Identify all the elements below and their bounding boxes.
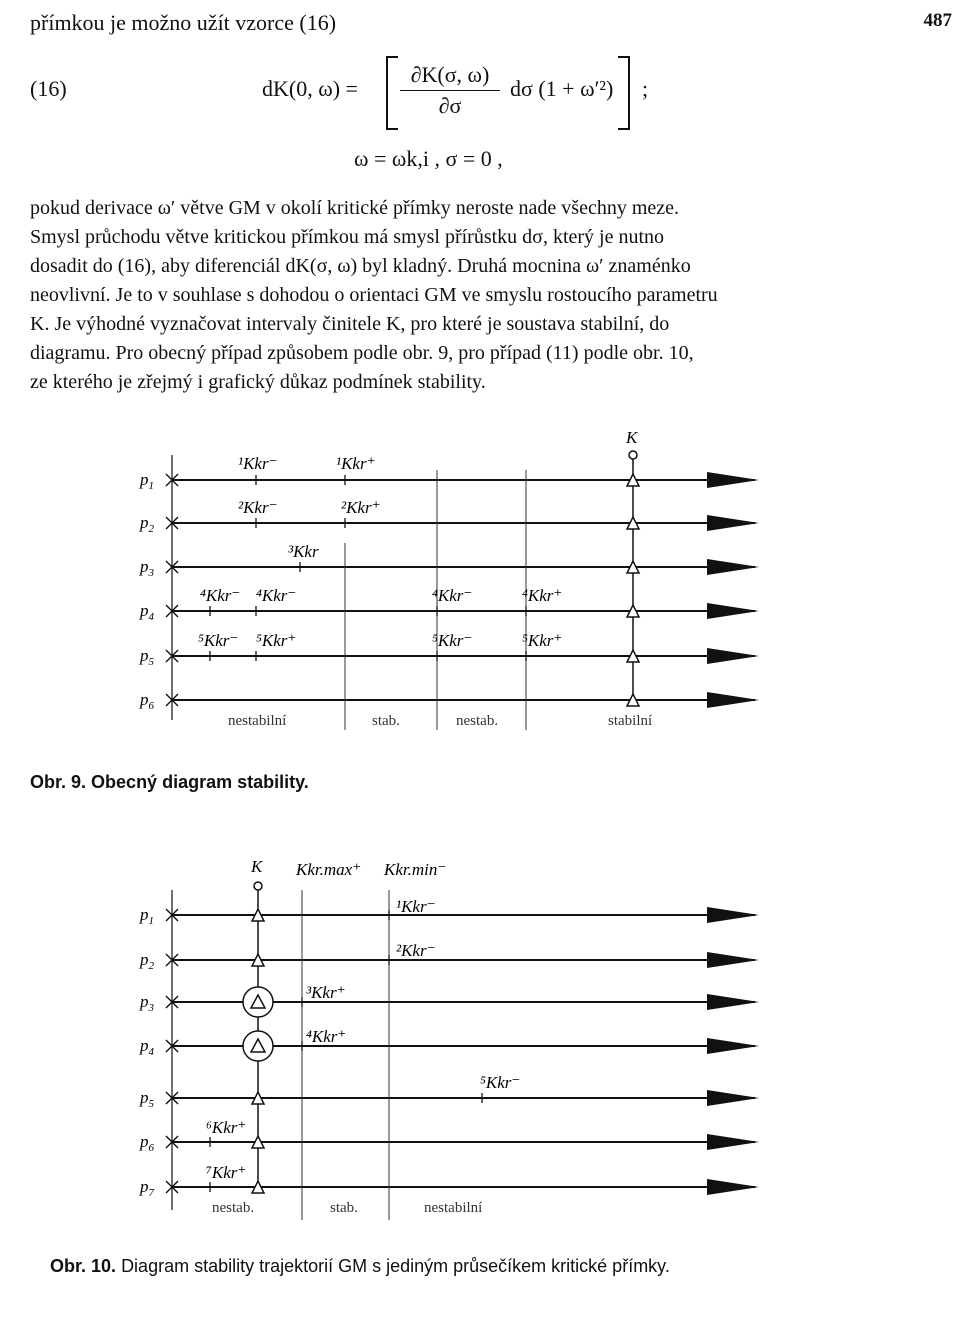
figure-9-diagram [0,425,960,745]
kkr-label: ⁵Kkr⁻ [198,631,239,650]
kkr-label: ⁴Kkr⁻ [432,586,473,605]
paragraph-line: diagramu. Pro obecný případ způsobem podle obr. 9, pro případ (11) podle obr. 10, [30,342,694,364]
paragraph-line: Smysl průchodu větve kritickou přímkou má smysl přírůstku dσ, který je nutno [30,226,665,248]
row-label-p4: $p_4$ [140,601,154,623]
k-origin-circle [254,882,262,890]
kkr-label: ⁴Kkr⁻ [256,586,297,605]
kkr-label: ¹Kkr⁻ [396,897,436,916]
kkr-label: ⁵Kkr⁻ [480,1073,521,1092]
kkr-min-label: Kkr.min⁻ [384,860,447,879]
row-label-p5: $p_5$ [140,646,154,668]
k-origin-circle [629,451,637,459]
kkr-label: ⁵Kkr⁻ [432,631,473,650]
row-label-p5: $p_5$ [140,1088,154,1110]
kkr-label: ⁴Kkr⁺ [306,1027,347,1046]
kkr-label: ⁴Kkr⁻ [200,586,241,605]
zone-label: stabilní [608,713,653,729]
kkr-label: ⁴Kkr⁺ [522,586,563,605]
right-bracket [618,56,630,130]
kkr-label: ³Kkr [288,542,319,561]
kkr-label: ²Kkr⁻ [238,498,278,517]
equation-condition: ω = ωk,i , σ = 0 , [354,146,503,171]
k-label: K [251,857,263,876]
zone-label: nestabilní [228,713,287,729]
row-label-p1: $p_1$ [140,905,154,927]
kkr-label: ¹Kkr⁺ [336,454,376,473]
running-header: přímkou je možno užít vzorce (16) [30,10,337,35]
row-label-p3: $p_3$ [140,557,154,579]
paragraph-line: ze kterého je zřejmý i grafický důkaz podmínek stability. [30,371,486,393]
kkr-label: ³Kkr⁺ [306,983,346,1002]
row-label-p6: $p_6$ [140,690,154,712]
equation-terminator: ; [642,76,649,101]
caption-text: Diagram stability trajektorií GM s jediným průsečíkem kritické přímky. [121,1256,670,1276]
row-label-p3: $p_3$ [140,992,154,1014]
equation-number: (16) [30,76,67,101]
zone-label: nestab. [456,713,499,729]
equation-16 [262,48,662,140]
equation-rest: dσ (1 + ω′²) [510,76,614,101]
row-label-p2: $p_2$ [140,950,154,972]
zone-labels [212,1200,482,1216]
kkr-label: ⁵Kkr⁺ [522,631,563,650]
row-label-p7: $p_7$ [140,1177,154,1199]
kkr-label: ⁵Kkr⁺ [256,631,297,650]
figure-9-caption [30,772,309,793]
figure-10-diagram [0,850,960,1230]
page-number: 487 [923,10,952,31]
zone-label: stab. [330,1200,358,1216]
paragraph-line: K. Je výhodné vyznačovat intervaly činitele K, pro které je soustava stabilní, do [30,313,670,335]
kkr-label: ⁶Kkr⁺ [206,1118,247,1137]
k-label: K [626,428,638,447]
row-label-p2: $p_2$ [140,513,154,535]
caption-label: Obr. 10. [50,1256,117,1276]
partial-derivative-fraction [400,62,500,119]
kkr-label: ²Kkr⁻ [396,941,436,960]
kkr-label: ⁷Kkr⁺ [206,1163,247,1182]
kkr-labels [198,454,562,650]
zone-label: nestabilní [424,1200,483,1216]
kkr-max-label: Kkr.max⁺ [296,860,362,879]
equation-lhs: dK(0, ω) = [262,76,358,101]
kkr-label: ²Kkr⁺ [341,498,381,517]
paragraph-line: dosadit do (16), aby diferenciál dK(σ, ω) byl kladný. Druhá mocnina ω′ znaménko [30,255,691,277]
zone-label: nestab. [212,1200,255,1216]
left-bracket [386,56,398,130]
fraction-numerator: ∂K(σ, ω) [400,62,500,91]
row-labels [139,905,155,1199]
zone-label: stab. [372,713,400,729]
paragraph-line: neovlivní. Je to v souhlase s dohodou o orientaci GM ve smyslu rostoucího parametru [30,284,718,306]
body-paragraph [30,194,880,397]
figure-10-caption [50,1256,670,1277]
caption-label: Obr. 9. [30,772,87,792]
zone-labels [228,713,652,729]
fraction-denominator: ∂σ [438,93,462,118]
row-labels [139,470,155,712]
row-label-p1: $p_1$ [140,470,154,492]
row-label-p6: $p_6$ [140,1132,154,1154]
kkr-label: ¹Kkr⁻ [238,454,278,473]
zone-dividers [302,890,389,1220]
row-label-p4: $p_4$ [140,1036,154,1058]
paragraph-line: pokud derivace ω′ větve GM v okolí kritické přímky neroste nade všechny meze. [30,197,680,219]
top-labels [295,860,446,879]
caption-text: Obecný diagram stability. [91,772,309,792]
